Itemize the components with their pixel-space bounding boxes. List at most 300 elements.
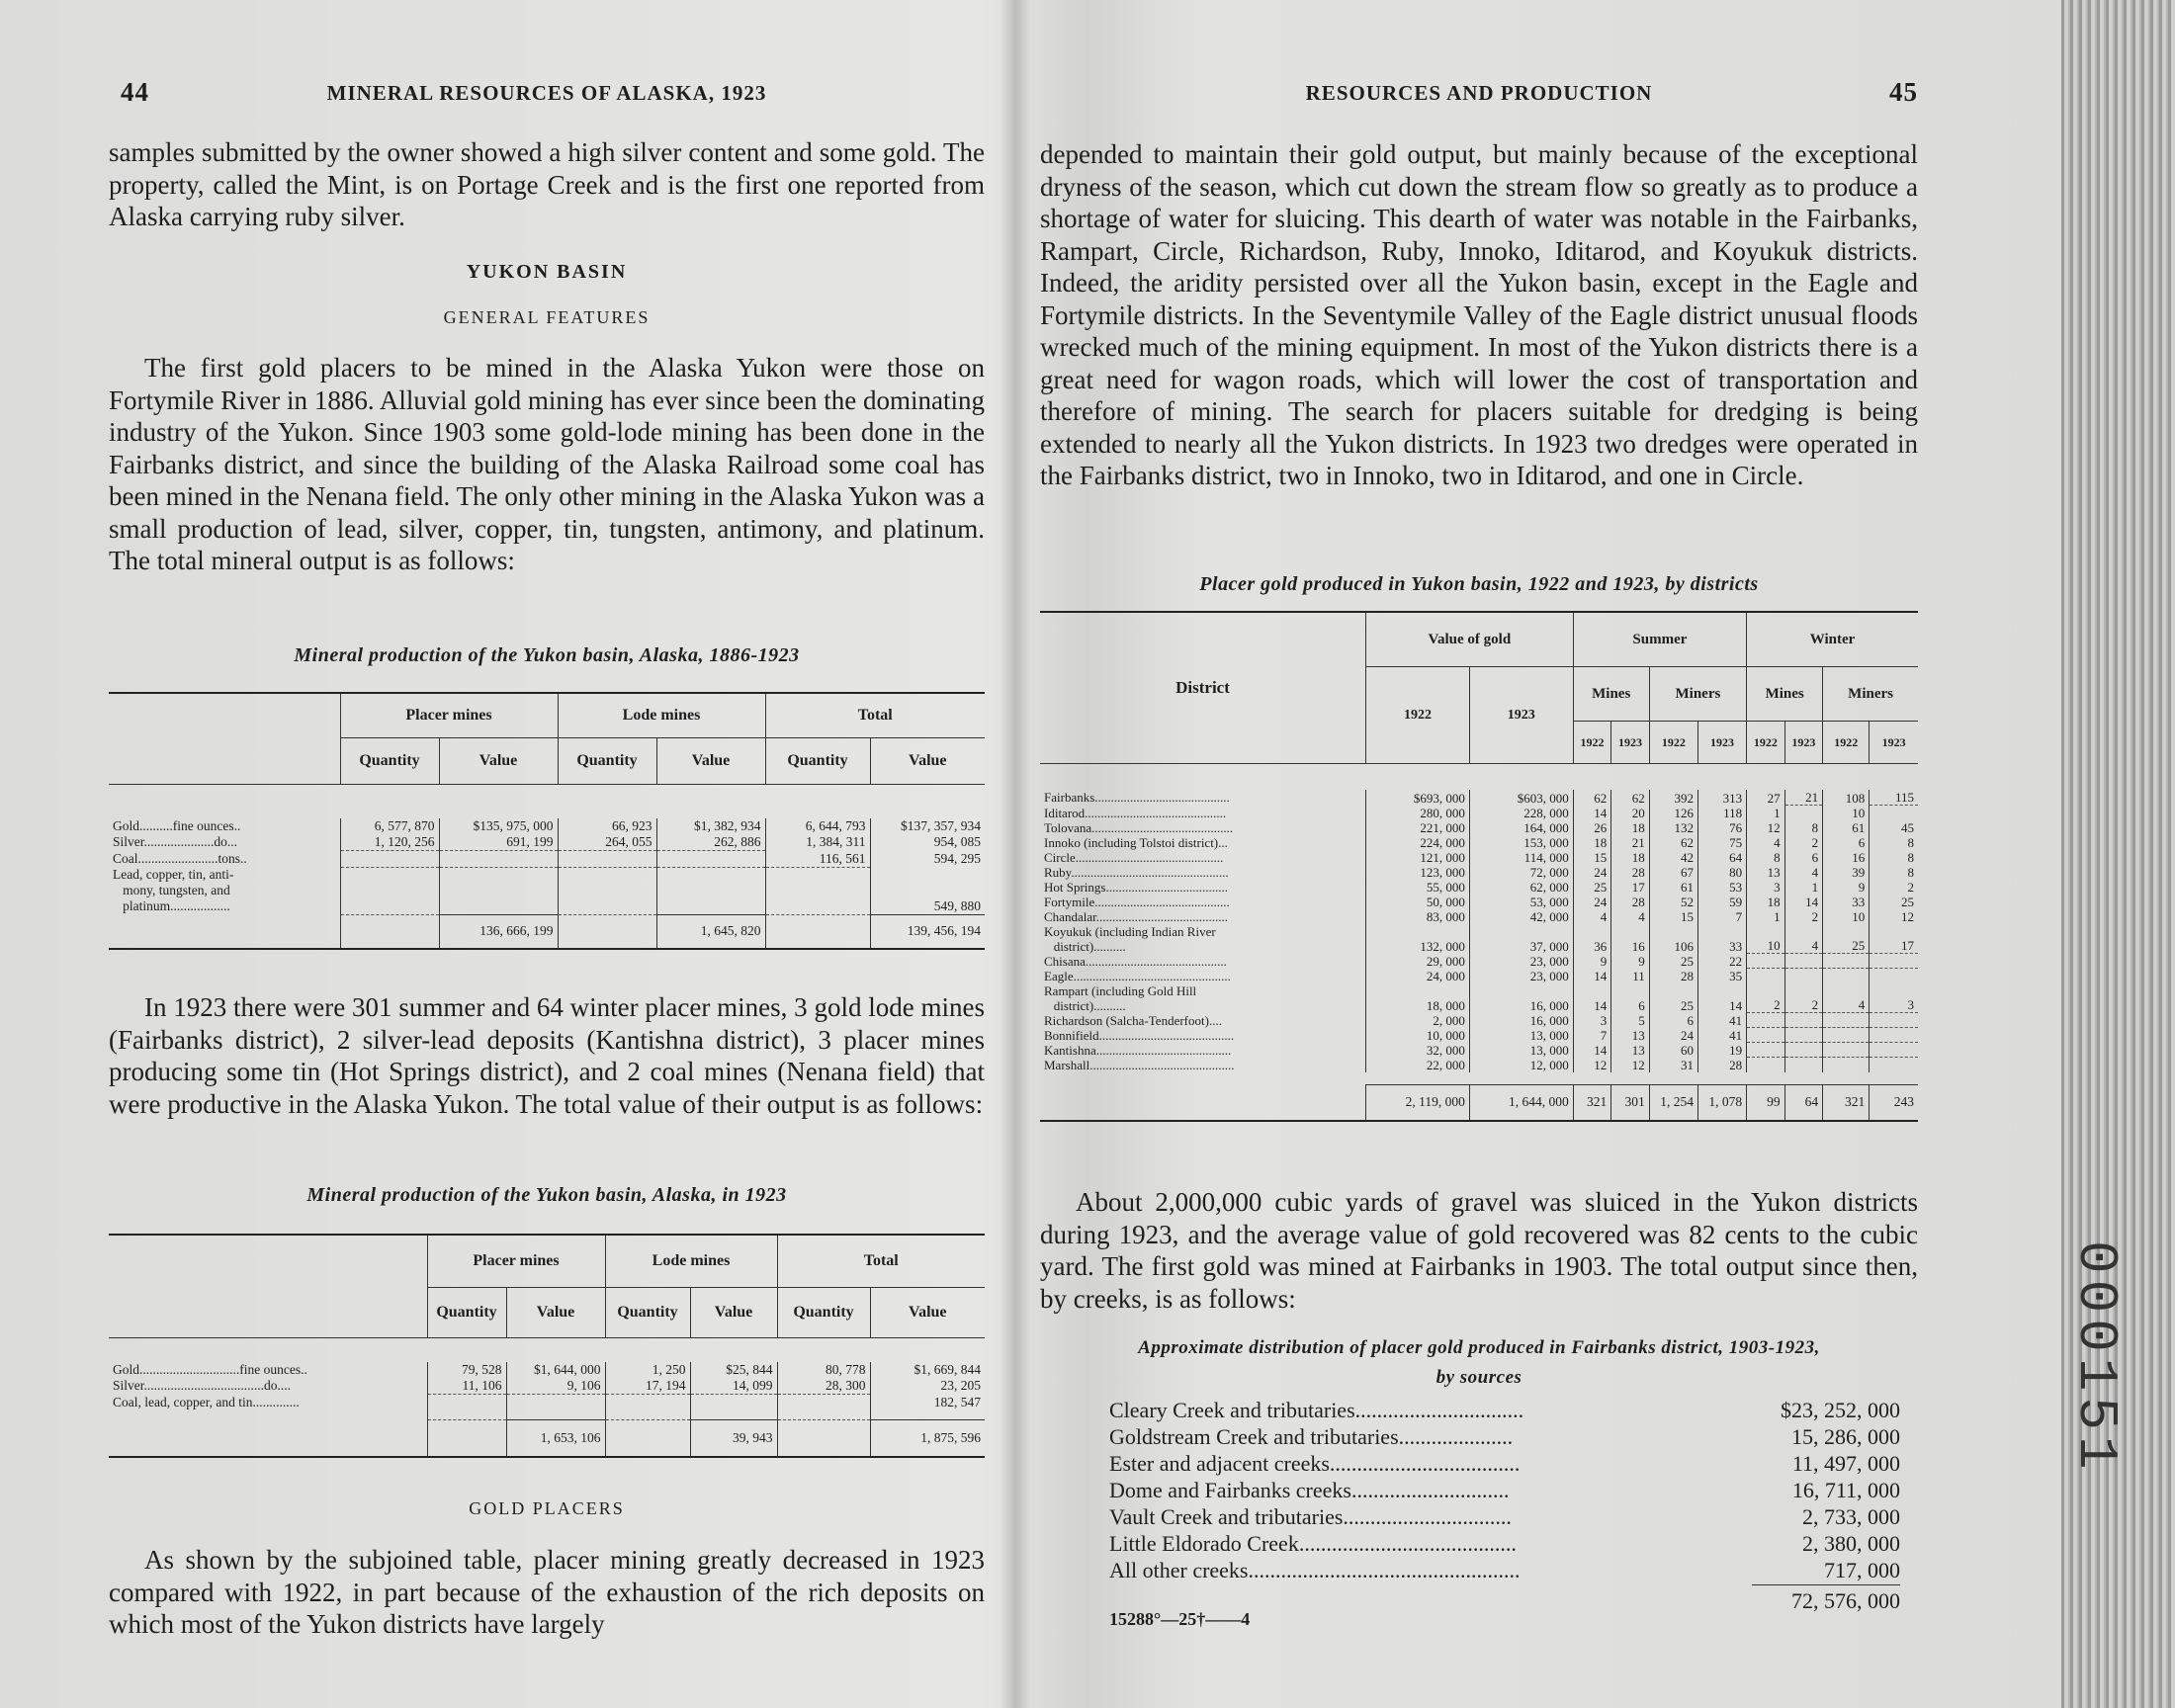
cell: [1747, 954, 1785, 969]
cell: 62, 000: [1469, 880, 1573, 895]
cell: [1784, 806, 1823, 820]
fairbanks-distribution-list: [1109, 1398, 1900, 1613]
cell: 16: [1823, 850, 1870, 865]
cell: 1, 384, 311: [765, 834, 870, 851]
cell: 114, 000: [1469, 850, 1573, 865]
district-name: Fortymile..........................................: [1044, 894, 1230, 909]
source-amount: 15, 286, 000: [1791, 1424, 1900, 1449]
col-header: Value: [506, 1288, 605, 1338]
col-header: Quantity: [558, 738, 656, 785]
cell: 28: [1611, 865, 1650, 880]
cell: 26: [1573, 820, 1611, 835]
row-label: Gold..........fine ounces..: [113, 818, 241, 833]
cell: 12, 000: [1469, 1058, 1573, 1072]
cell: $25, 844: [690, 1362, 777, 1378]
running-title: MINERAL RESOURCES OF ALASKA, 1923: [326, 81, 767, 105]
paragraph: About 2,000,000 cubic yards of gravel was sluiced in the Yukon districts during 1923, and the average value of gold recovered was 82 cents to the cubic yard. The first gold was mined at Fairbanks in 1903. The total output since then, by creeks, is as follows:: [1040, 1187, 1918, 1314]
district-name: Chisana............................................: [1044, 953, 1227, 969]
district-rows: [1040, 764, 1918, 1085]
col-header: Quantity: [605, 1288, 690, 1338]
cell: 24: [1649, 1028, 1697, 1043]
table-row: [1040, 924, 1918, 954]
cell: [1784, 954, 1823, 969]
table-row: [1040, 1058, 1918, 1072]
cell: [1784, 1043, 1823, 1058]
cell: 42: [1649, 850, 1697, 865]
table-row: [1040, 835, 1918, 850]
col-header: Value: [439, 738, 558, 785]
cell: 228, 000: [1469, 806, 1573, 820]
cell: 221, 000: [1366, 820, 1470, 835]
distribution-total: 72, 576, 000: [1791, 1588, 1900, 1613]
table-stub-header: [109, 693, 340, 785]
paragraph: The first gold placers to be mined in the Alaska Yukon were those on Fortymile River in 1886. Alluvial gold mining has ever since been the dominating industry of the Yukon. Since 1903 some gold-lode mining has been done in the Fairbanks district, and since the building of the Alaska Railroad some coal has been mined in the Nenana field. The only other mining in the Alaska Yukon was a small production of lead, silver, copper, tin, tungsten, antimony, and platinum. The total mineral output is as follows:: [109, 353, 985, 575]
col-group-header: Placer mines: [427, 1235, 605, 1288]
table-row: [1040, 1013, 1918, 1028]
cell: 8: [1870, 835, 1918, 850]
cell: 17, 194: [605, 1378, 690, 1395]
cell: 594, 295: [870, 851, 985, 868]
cell: 52: [1649, 895, 1697, 909]
cell: 3: [1747, 880, 1785, 895]
table-row: [109, 834, 985, 851]
cell: 18, 000: [1366, 983, 1470, 1013]
cell: 13, 000: [1469, 1028, 1573, 1043]
cell: [506, 1395, 605, 1420]
district-name: Richardson (Salcha-Tenderfoot)....: [1044, 1012, 1222, 1028]
cell: 4: [1784, 865, 1823, 880]
row-label: Lead, copper, tin, anti- mony, tungsten, and platinum..................: [113, 867, 234, 913]
list-item: [1109, 1531, 1900, 1558]
district-name: Hot Springs......................................: [1044, 879, 1228, 895]
cell: [1823, 1043, 1870, 1058]
cell: [1870, 806, 1918, 820]
col-header: Value: [690, 1288, 777, 1338]
district-name: Marshall.............................................: [1044, 1057, 1235, 1072]
cell: 15: [1573, 850, 1611, 865]
col-header: Quantity: [340, 738, 439, 785]
table-total-row: [1040, 1084, 1918, 1121]
table-row: [1040, 806, 1918, 820]
cell: 14: [1573, 1043, 1611, 1058]
cell: 22, 000: [1366, 1058, 1470, 1072]
col-header: 1922: [1366, 667, 1470, 764]
paragraph: In 1923 there were 301 summer and 64 winter placer mines, 3 gold lode mines (Fairbanks district), 2 silver-lead deposits (Kantishna district), 3 placer mines producing some tin (Hot Springs district), and 2 coal mines (Nenana field) that were productive in the Alaska Yukon. The total value of their output is as follows:: [109, 992, 985, 1119]
cell: 27: [1747, 790, 1785, 806]
cell: $135, 975, 000: [439, 818, 558, 834]
cell: $603, 000: [1469, 790, 1573, 806]
cell: 32, 000: [1366, 1043, 1470, 1058]
cell: 4: [1611, 909, 1650, 924]
cell: 9: [1823, 880, 1870, 895]
source-name: Ester and adjacent creeks...................................: [1109, 1451, 1521, 1476]
total-cell: 321: [1573, 1084, 1611, 1121]
list-item: [1109, 1398, 1900, 1424]
cell: 25: [1649, 983, 1697, 1013]
col-header: Quantity: [765, 738, 870, 785]
list-item: [1109, 1451, 1900, 1478]
cell: 9: [1611, 954, 1650, 969]
cell: 264, 055: [558, 834, 656, 851]
col-header: 1923: [1611, 722, 1650, 764]
table-row: [1040, 790, 1918, 806]
cell: 2, 000: [1366, 1013, 1470, 1028]
cell: [690, 1395, 777, 1420]
table-row: [109, 1378, 985, 1395]
cell: 115: [1870, 790, 1918, 806]
cell: 18: [1611, 820, 1650, 835]
col-header: 1922: [1649, 722, 1697, 764]
table-row: [109, 1362, 985, 1378]
cell: [1747, 1058, 1785, 1072]
cell: 108: [1823, 790, 1870, 806]
subsection-heading: GOLD PLACERS: [469, 1498, 625, 1518]
cell: 25: [1870, 895, 1918, 909]
col-header: 1922: [1823, 722, 1870, 764]
total-cell: 64: [1784, 1084, 1823, 1121]
cell: 25: [1823, 924, 1870, 954]
cell: 37, 000: [1469, 924, 1573, 954]
cell: [656, 867, 765, 914]
cell: 1: [1747, 909, 1785, 924]
table-caption: Placer gold produced in Yukon basin, 1922 and 1923, by districts: [1199, 573, 1759, 595]
cell: 14: [1573, 806, 1611, 820]
cell: 41: [1697, 1013, 1746, 1028]
col-group-header: Lode mines: [605, 1235, 777, 1288]
cell: [439, 867, 558, 914]
cell: 8: [1784, 820, 1823, 835]
cell: 45: [1870, 820, 1918, 835]
cell: 59: [1697, 895, 1746, 909]
col-header: 1923: [1697, 722, 1746, 764]
cell: 19: [1697, 1043, 1746, 1058]
paragraph: As shown by the subjoined table, placer mining greatly decreased in 1923 compared with 1922, in part because of the exhaustion of the rich deposits on which most of the Yukon districts have largely: [109, 1545, 985, 1639]
cell: 9: [1573, 954, 1611, 969]
cell: 313: [1697, 790, 1746, 806]
cell: 72, 000: [1469, 865, 1573, 880]
cell: [1870, 969, 1918, 983]
cell: 14: [1697, 983, 1746, 1013]
col-header: Value: [870, 1288, 985, 1338]
cell: [1870, 1013, 1918, 1028]
cell: $1, 382, 934: [656, 818, 765, 834]
right-running-head: [1040, 77, 1918, 111]
cell: 2: [1784, 983, 1823, 1013]
cell: 18: [1747, 895, 1785, 909]
table-stub-header: [109, 1235, 427, 1338]
district-name: Tolovana............................................: [1044, 819, 1234, 835]
cell: 23, 000: [1469, 969, 1573, 983]
cell: 75: [1697, 835, 1746, 850]
cell: 22: [1697, 954, 1746, 969]
cell: [1784, 969, 1823, 983]
col-header: 1923: [1469, 667, 1573, 764]
cell: [1823, 1013, 1870, 1028]
cell: 10: [1747, 924, 1785, 954]
cell: 24, 000: [1366, 969, 1470, 983]
cell: 16, 000: [1469, 983, 1573, 1013]
source-name: Dome and Fairbanks creeks.............................: [1109, 1478, 1510, 1502]
cell: 11: [1611, 969, 1650, 983]
yukon-production-table-1886-1923: [109, 692, 985, 950]
table-row: [109, 818, 985, 834]
print-code: 15288°—25†——4: [1109, 1609, 1251, 1629]
row-label: Coal, lead, copper, and tin..............: [113, 1394, 300, 1409]
col-group-header: Winter: [1747, 612, 1918, 667]
list-item: [1109, 1424, 1900, 1451]
yukon-production-table-1923: [109, 1234, 985, 1458]
table-row: [1040, 865, 1918, 880]
cell: 7: [1573, 1028, 1611, 1043]
cell: 280, 000: [1366, 806, 1470, 820]
cell: [1823, 954, 1870, 969]
cell: 28: [1697, 1058, 1746, 1072]
cell: 1: [1784, 880, 1823, 895]
cell: 132: [1649, 820, 1697, 835]
cell: 14: [1784, 895, 1823, 909]
col-header: 1922: [1573, 722, 1611, 764]
cell: 60: [1649, 1043, 1697, 1058]
col-header: Quantity: [427, 1288, 506, 1338]
total-cell: 139, 456, 194: [870, 914, 985, 949]
cell: [1747, 969, 1785, 983]
cell: 35: [1697, 969, 1746, 983]
cell: 24: [1573, 895, 1611, 909]
cell: [1784, 1013, 1823, 1028]
cell: 28: [1649, 969, 1697, 983]
cell: 76: [1697, 820, 1746, 835]
total-cell: 243: [1870, 1084, 1918, 1121]
total-cell: 1, 254: [1649, 1084, 1697, 1121]
table-total-row: [109, 914, 985, 949]
cell: $1, 669, 844: [870, 1362, 985, 1378]
cell: 8: [1870, 850, 1918, 865]
row-label: Silver....................................do....: [113, 1378, 292, 1393]
cell: 64: [1697, 850, 1746, 865]
district-name: Eagle.................................................: [1044, 968, 1231, 983]
col-header: Value: [656, 738, 765, 785]
source-name: Cleary Creek and tributaries...............................: [1109, 1398, 1524, 1422]
paragraph: depended to maintain their gold output, but mainly because of the exceptional dryness of the season, which cut down the stream flow so greatly as to produce a shortage of water for sluicing. This dearth of water was notable in the Fairbanks, Rampart, Circle, Richardson, Ruby, Innoko, Iditarod, and Koyukuk districts. Indeed, the aridity persisted over all the Yukon basin, except in the Eagle and Fortymile districts. In the Seventymile Valley of the Eagle district unusual floods wrecked much of the mining equipment. In most of the Yukon districts there is a great need for wagon roads, which will lower the cost of transportation and therefore of mining. The search for placers suitable for dredging is being extended to nearly all the Yukon districts. In 1923 two dredges were operated in the Fairbanks district, two in Innoko, two in Iditarod, and one in Circle.: [1040, 139, 1918, 490]
table-caption: Mineral production of the Yukon basin, Alaska, in 1923: [306, 1184, 787, 1206]
col-group-header: Summer: [1573, 612, 1746, 667]
district-name: Kantishna..........................................: [1044, 1042, 1232, 1058]
col-group-header: Total: [777, 1235, 985, 1288]
cell: 67: [1649, 865, 1697, 880]
total-cell: 1, 078: [1697, 1084, 1746, 1121]
cell: 17: [1870, 924, 1918, 954]
cell: [340, 851, 439, 868]
subsection-heading: GENERAL FEATURES: [443, 307, 651, 327]
cell: 116, 561: [765, 851, 870, 868]
cell: [1784, 1058, 1823, 1072]
cell: 6: [1611, 983, 1650, 1013]
col-header: Miners: [1823, 667, 1918, 722]
cell: 79, 528: [427, 1362, 506, 1378]
cell: 21: [1784, 790, 1823, 806]
row-label: Silver.....................do...: [113, 834, 238, 849]
table-row: [1040, 1043, 1918, 1058]
cell: 132, 000: [1366, 924, 1470, 954]
district-name: Iditarod............................................: [1044, 805, 1227, 820]
cell: 7: [1697, 909, 1746, 924]
cell: 8: [1747, 850, 1785, 865]
table-caption-line-2: by sources: [1436, 1367, 1522, 1388]
table-row: [1040, 850, 1918, 865]
source-amount: 717, 000: [1824, 1558, 1900, 1582]
cell: 12: [1611, 1058, 1650, 1072]
cell: 691, 199: [439, 834, 558, 851]
row-label: Gold..............................fine ounces..: [113, 1362, 307, 1377]
cell: 62: [1649, 835, 1697, 850]
cell: 13: [1611, 1028, 1650, 1043]
cell: 1, 250: [605, 1362, 690, 1378]
district-col-header: District: [1040, 612, 1366, 764]
cell: 118: [1697, 806, 1746, 820]
cell: [340, 867, 439, 914]
page-number: 44: [121, 77, 149, 107]
cell: 50, 000: [1366, 895, 1470, 909]
cell: 121, 000: [1366, 850, 1470, 865]
total-cell: 1, 644, 000: [1469, 1084, 1573, 1121]
total-cell: 1, 645, 820: [656, 914, 765, 949]
cell: [427, 1395, 506, 1420]
cell: 126: [1649, 806, 1697, 820]
cell: 80, 778: [777, 1362, 870, 1378]
source-amount: 2, 733, 000: [1802, 1504, 1900, 1529]
source-name: Goldstream Creek and tributaries.....................: [1109, 1424, 1514, 1449]
cell: 12: [1747, 820, 1785, 835]
cell: 4: [1573, 909, 1611, 924]
cell: 18: [1573, 835, 1611, 850]
cell: 4: [1784, 924, 1823, 954]
total-cell: 321: [1823, 1084, 1870, 1121]
cell: 4: [1823, 983, 1870, 1013]
cell: [1784, 1028, 1823, 1043]
cell: 224, 000: [1366, 835, 1470, 850]
cell: 14: [1573, 969, 1611, 983]
table-row: [1040, 895, 1918, 909]
table-row: [109, 851, 985, 868]
cell: 10: [1823, 909, 1870, 924]
cell: 10: [1823, 806, 1870, 820]
cell: 11, 106: [427, 1378, 506, 1395]
col-header: Mines: [1747, 667, 1823, 722]
cell: 23, 000: [1469, 954, 1573, 969]
cell: [1870, 1028, 1918, 1043]
cell: 12: [1870, 909, 1918, 924]
col-group-header: Placer mines: [340, 693, 558, 738]
district-name: Circle..............................................: [1044, 849, 1224, 865]
cell: [1823, 1028, 1870, 1043]
cell: 53, 000: [1469, 895, 1573, 909]
cell: [1823, 1058, 1870, 1072]
cell: 262, 886: [656, 834, 765, 851]
table-total-row: [109, 1420, 985, 1457]
cell: 24: [1573, 865, 1611, 880]
cell: [1870, 1043, 1918, 1058]
cell: 164, 000: [1469, 820, 1573, 835]
col-header: Miners: [1649, 667, 1746, 722]
cell: 21: [1611, 835, 1650, 850]
cell: 61: [1649, 880, 1697, 895]
cell: 2: [1747, 983, 1785, 1013]
cell: 123, 000: [1366, 865, 1470, 880]
cell: 3: [1573, 1013, 1611, 1028]
archive-stamp: 000151: [2064, 1240, 2128, 1476]
col-header: 1923: [1870, 722, 1918, 764]
source-name: Vault Creek and tributaries...............................: [1109, 1504, 1512, 1529]
source-name: All other creeks..................................................: [1109, 1558, 1521, 1582]
cell: 62: [1611, 790, 1650, 806]
table-row: [1040, 880, 1918, 895]
cell: 53: [1697, 880, 1746, 895]
district-name: Innoko (including Tolstoi district)...: [1044, 834, 1228, 850]
col-header: 1923: [1784, 722, 1823, 764]
cell: 6: [1784, 850, 1823, 865]
col-group-header: Lode mines: [558, 693, 765, 738]
cell: 14, 099: [690, 1378, 777, 1395]
cell: 16, 000: [1469, 1013, 1573, 1028]
cell: [765, 867, 870, 914]
cell: 9, 106: [506, 1378, 605, 1395]
left-page: [109, 0, 985, 1708]
cell: 6, 577, 870: [340, 818, 439, 834]
cell: 6, 644, 793: [765, 818, 870, 834]
cell: $137, 357, 934: [870, 818, 985, 834]
cell: 61: [1823, 820, 1870, 835]
cell: 28, 300: [777, 1378, 870, 1395]
cell: 8: [1870, 865, 1918, 880]
col-group-header: Total: [765, 693, 985, 738]
cell: [1823, 969, 1870, 983]
table-row: [1040, 820, 1918, 835]
table-caption: Approximate distribution of placer gold produced in Fairbanks district, 1903-1923,: [1138, 1337, 1820, 1358]
page-number: 45: [1889, 77, 1918, 107]
district-name: Fairbanks..........................................: [1044, 790, 1230, 805]
cell: 62: [1573, 790, 1611, 806]
cell: 6: [1823, 835, 1870, 850]
source-amount: 16, 711, 000: [1791, 1478, 1900, 1502]
book-gutter: [1000, 0, 1030, 1708]
cell: 14: [1573, 983, 1611, 1013]
cell: 42, 000: [1469, 909, 1573, 924]
table-row: [1040, 954, 1918, 969]
cell: [558, 867, 656, 914]
cell: [439, 851, 558, 868]
paragraph: samples submitted by the owner showed a high silver content and some gold. The property, called the Mint, is on Portage Creek and is the first one reported from Alaska carrying ruby silver.: [109, 137, 985, 231]
left-running-head: [109, 77, 985, 111]
cell: 20: [1611, 806, 1650, 820]
col-header: 1922: [1747, 722, 1785, 764]
cell: $1, 644, 000: [506, 1362, 605, 1378]
cell: 6: [1649, 1013, 1697, 1028]
cell: 153, 000: [1469, 835, 1573, 850]
cell: 392: [1649, 790, 1697, 806]
district-name: Koyukuk (including Indian River district)..........: [1044, 923, 1216, 954]
cell: 5: [1611, 1013, 1650, 1028]
cell: 106: [1649, 924, 1697, 954]
cell: 25: [1573, 880, 1611, 895]
cell: 36: [1573, 924, 1611, 954]
cell: [656, 851, 765, 868]
cell: 18: [1611, 850, 1650, 865]
cell: 13: [1611, 1043, 1650, 1058]
source-amount: 11, 497, 000: [1791, 1451, 1900, 1476]
cell: 83, 000: [1366, 909, 1470, 924]
cell: 80: [1697, 865, 1746, 880]
cell: 16: [1611, 924, 1650, 954]
